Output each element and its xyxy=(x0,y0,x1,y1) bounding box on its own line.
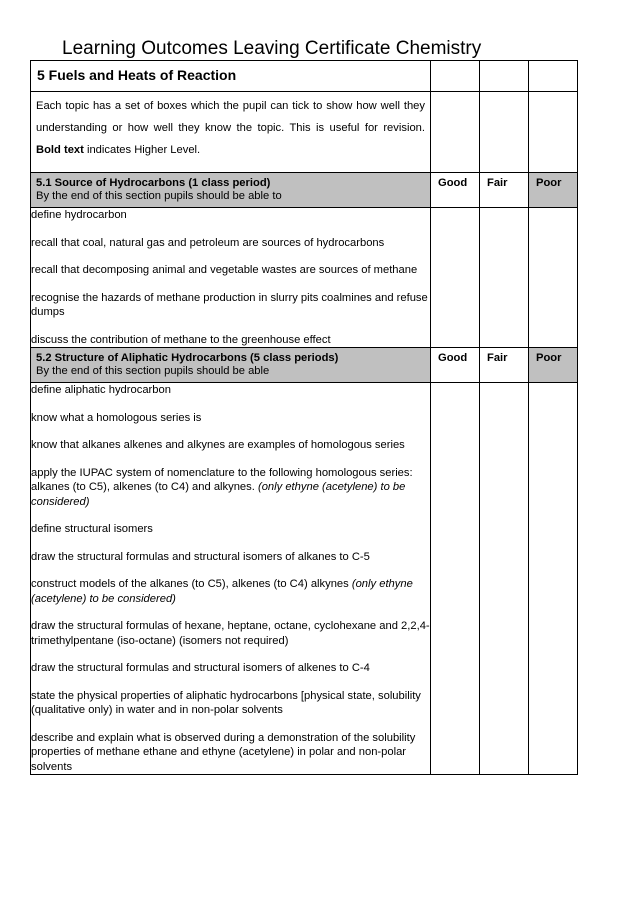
section-5-1-subtitle: By the end of this section pupils should be able to xyxy=(36,190,282,202)
chapter-title: 5 Fuels and Heats of Reaction xyxy=(37,67,237,83)
intro-text-main: Each topic has a set of boxes which the pupil can tick to show how well they understanding or how well they know the topic. This is useful for revision. xyxy=(36,100,425,134)
outcome-item: define aliphatic hydrocarbon xyxy=(31,384,171,396)
outcome-item: know what a homologous series is xyxy=(31,411,202,424)
outcome-item: define hydrocarbon xyxy=(31,209,127,221)
section-5-1-outcomes xyxy=(31,208,431,348)
intro-bold-text: Bold text xyxy=(36,144,84,156)
good-header: Good xyxy=(438,177,468,189)
intro-text-tail: indicates Higher Level. xyxy=(83,144,201,156)
section-5-2-title: 5.2 Structure of Aliphatic Hydrocarbons (5 class periods) xyxy=(36,352,339,364)
outcome-item: know that alkanes alkenes and alkynes are examples of homologous series xyxy=(31,439,405,451)
section-5-1-header-row xyxy=(31,173,578,208)
fair-header-cell xyxy=(480,348,529,383)
chapter-header-row xyxy=(31,61,578,92)
outcome-item: draw the structural formulas of hexane, heptane, octane, cyclohexane and 2,2,4-trimethylpentane (iso-octane) (isomers not required) xyxy=(31,620,430,647)
good-checkbox-cell[interactable] xyxy=(431,92,480,173)
fair-checkbox-cell[interactable] xyxy=(480,92,529,173)
section-5-2-title-cell xyxy=(31,348,431,383)
fair-checkbox-cell[interactable] xyxy=(480,208,529,348)
learning-outcomes-table xyxy=(30,60,578,775)
poor-header-cell xyxy=(529,173,578,208)
good-checkbox-cell[interactable] xyxy=(431,208,480,348)
outcome-item: recognise the hazards of methane production in slurry pits coalmines and refuse dumps xyxy=(31,291,428,318)
outcome-item: state the physical properties of aliphatic hydrocarbons [physical state, solubility (qualitative only) in water and in non-polar solvents xyxy=(31,689,421,716)
poor-empty-cell[interactable] xyxy=(529,61,578,92)
outcome-item: recall that coal, natural gas and petroleum are sources of hydrocarbons xyxy=(31,236,385,249)
good-header: Good xyxy=(438,352,468,364)
intro-cell xyxy=(31,92,431,173)
section-5-1-body-row xyxy=(31,208,578,348)
good-checkbox-cell[interactable] xyxy=(431,383,480,775)
higher-level-note: (only ethyne (acetylene) to be considered) xyxy=(31,578,413,605)
outcome-item: recall that decomposing animal and vegetable wastes are sources of methane xyxy=(31,264,418,276)
higher-level-note: (only ethyne (acetylene) to be considered) xyxy=(31,481,406,508)
outcome-item: describe and explain what is observed during a demonstration of the solubility properties of methane ethane and ethyne (acetylene) in polar and non-polar solvents xyxy=(31,731,416,773)
poor-header-cell xyxy=(529,348,578,383)
document-title: Learning Outcomes Leaving Certificate Chemistry xyxy=(62,38,482,59)
fair-header-cell xyxy=(480,173,529,208)
poor-checkbox-cell[interactable] xyxy=(529,383,578,775)
outcome-item: define structural isomers xyxy=(31,523,153,535)
poor-header: Poor xyxy=(536,352,562,364)
outcome-item: construct models of the alkanes (to C5), alkenes (to C4) alkynes (only ethyne (acetylene) to be considered) xyxy=(31,578,413,605)
section-5-1-title-cell xyxy=(31,173,431,208)
poor-checkbox-cell[interactable] xyxy=(529,92,578,173)
fair-header: Fair xyxy=(487,352,508,364)
outcome-item: draw the structural formulas and structural isomers of alkenes to C-4 xyxy=(31,662,370,674)
section-5-1-title: 5.1 Source of Hydrocarbons (1 class period) xyxy=(36,177,271,189)
good-empty-cell[interactable] xyxy=(431,61,480,92)
section-5-2-outcomes xyxy=(31,383,431,775)
section-5-2-header-row xyxy=(31,348,578,383)
fair-checkbox-cell[interactable] xyxy=(480,383,529,775)
poor-header: Poor xyxy=(536,177,562,189)
outcome-item: draw the structural formulas and structural isomers of alkanes to C-5 xyxy=(31,550,370,563)
good-header-cell xyxy=(431,348,480,383)
fair-header: Fair xyxy=(487,177,508,189)
poor-checkbox-cell[interactable] xyxy=(529,208,578,348)
chapter-title-cell xyxy=(31,61,431,92)
outcome-item: discuss the contribution of methane to the greenhouse effect xyxy=(31,333,331,346)
outcome-item: apply the IUPAC system of nomenclature to the following homologous series: alkanes (to C5), alkenes (to C4) and alkynes. (only ethyne (acetylene) to be considered) xyxy=(31,466,413,508)
good-header-cell xyxy=(431,173,480,208)
fair-empty-cell[interactable] xyxy=(480,61,529,92)
intro-text xyxy=(31,92,430,167)
section-5-2-subtitle: By the end of this section pupils should be able xyxy=(36,365,270,377)
section-5-2-body-row xyxy=(31,383,578,775)
intro-row xyxy=(31,92,578,173)
